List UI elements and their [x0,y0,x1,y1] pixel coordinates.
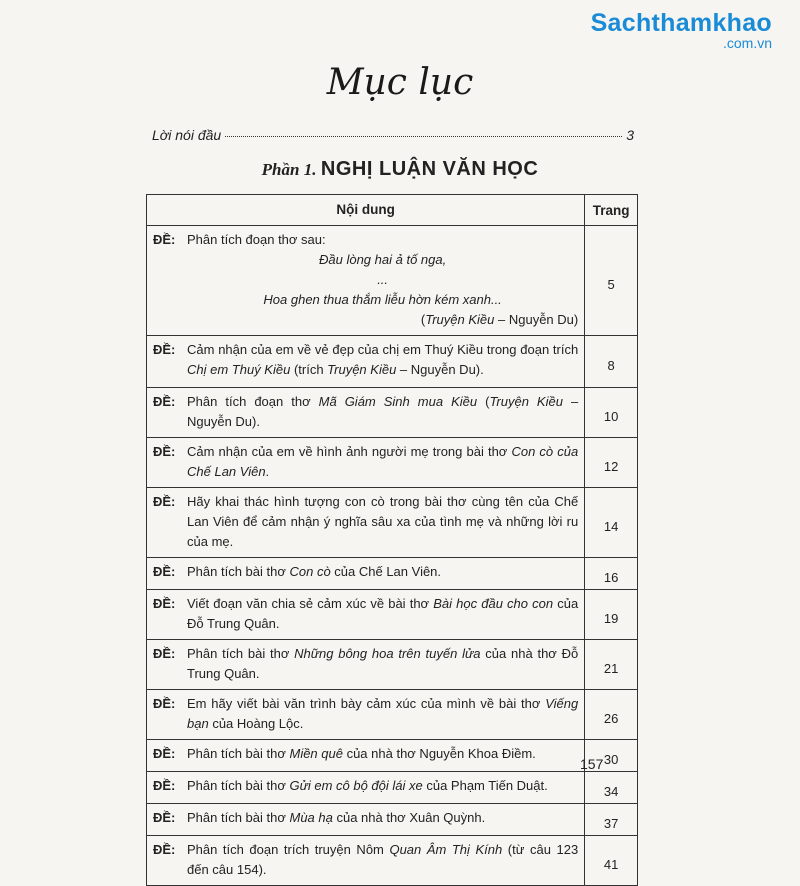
row-page: 41 [585,836,638,886]
row-text-part: của Hoàng Lộc. [208,716,304,731]
row-text-part: ( [477,394,490,409]
row-text [187,840,578,880]
work-title: Truyện Kiều [489,394,563,409]
row-content [147,488,585,558]
row-prefix: ĐỀ: [153,646,176,661]
row-content [147,226,585,336]
row-content [147,590,585,640]
row-text-part: Viết đoạn văn chia sẻ cảm xúc về bài thơ [187,596,434,611]
section-heading [0,158,800,181]
row-text-part: Phân tích bài thơ [187,564,290,579]
work-title: Những bông hoa trên tuyến lửa [294,646,481,661]
row-text-part: – Nguyễn Du). [187,394,579,429]
table-row [147,640,638,690]
work-title: Gửi em cô bộ đội lái xe [289,778,423,793]
row-text [187,442,578,482]
row-text [187,808,578,828]
table-row [147,388,638,438]
table-row [147,740,638,772]
row-prefix: ĐỀ: [153,232,176,247]
table-row [147,488,638,558]
row-page: 19 [585,590,638,640]
watermark-main: Sachthamkhao [590,9,772,37]
table-row [147,558,638,590]
row-text-part: của Đỗ Trung Quân. [187,596,579,631]
section-prefix: Phần 1. [261,160,317,179]
work-title: Bài học đầu cho con [433,596,554,611]
table-header-row [147,195,638,226]
table-row [147,336,638,388]
row-text-part: (từ câu 123 đến câu 154). [187,842,579,877]
row-text-part: của Chế Lan Viên. [330,564,442,579]
header-page: Trang [585,195,638,226]
row-text-part: Phân tích đoạn thơ [187,394,319,409]
work-title: Truyện Kiều [327,362,397,377]
dot-leader [225,136,622,137]
row-text-part: Phân tích bài thơ [187,646,295,661]
table-row [147,226,638,336]
work-title: Con cò của Chế Lan Viên [187,444,579,479]
row-prefix: ĐỀ: [153,394,176,409]
row-content [147,836,585,886]
row-prefix: ĐỀ: [153,444,176,459]
row-text [187,562,578,582]
intro-page: 3 [626,127,634,143]
row-text-part: Em hãy viết bài văn trình bày cảm xúc của mình về bài thơ [187,696,546,711]
watermark-sub: .com.vn [722,35,772,51]
row-prefix: ĐỀ: [153,342,176,357]
row-page: 26 [585,690,638,740]
table-row [147,804,638,836]
work-title: Miền quê [289,746,343,761]
row-text-part: . [265,464,270,479]
row-content [147,558,585,590]
row-prefix: ĐỀ: [153,596,176,611]
row-prefix: ĐỀ: [153,810,176,825]
row-content [147,740,585,772]
row-text [187,644,578,684]
table-row [147,590,638,640]
row-content [147,804,585,836]
poem-line: Đầu lòng hai ả tố nga, [319,252,447,267]
row-text [187,776,578,796]
work-title: Mùa hạ [289,810,333,825]
row-text-part: Phân tích bài thơ [187,778,290,793]
row-prefix: ĐỀ: [153,778,176,793]
row-page: 8 [585,336,638,388]
section-name: NGHỊ LUẬN VĂN HỌC [320,158,539,180]
row-content [147,438,585,488]
row-content [147,336,585,388]
row-content [147,690,585,740]
intro-label: Lời nói đầu [152,127,222,143]
row-text [187,392,578,432]
poem-line: Hoa ghen thua thắm liễu hờn kém xanh... [263,292,502,307]
row-text [187,594,578,634]
row-page: 30 [585,740,638,772]
poem-citation: (Truyện Kiều – Nguyễn Du) [420,312,579,327]
row-page: 16 [585,558,638,590]
page-title: Mục lục [326,62,474,103]
row-text [187,694,578,734]
row-prefix: ĐỀ: [153,842,176,857]
row-page: 34 [585,772,638,804]
row-text-part: Cảm nhận của em về vẻ đẹp của chị em Thuý Kiều trong đoạn trích [187,342,579,357]
row-content [147,640,585,690]
header-content: Nội dung [147,195,585,226]
page-number: 157 [580,756,604,772]
toc-table [146,194,638,886]
work-title: Quan Âm Thị Kính [389,842,503,857]
row-page: 10 [585,388,638,438]
row-text [187,744,578,764]
row-text-part: Phân tích đoạn thơ sau: [187,232,326,247]
row-text-part: của Phạm Tiến Duật. [422,778,548,793]
row-text [187,230,578,330]
row-text-part: Hãy khai thác hình tượng con cò trong bài thơ cùng tên của Chế Lan Viên để cảm nhận ý nghĩa sâu xa của tình mẹ và những lời ru của mẹ. [187,494,579,549]
row-prefix: ĐỀ: [153,746,176,761]
row-page: 21 [585,640,638,690]
row-page: 37 [585,804,638,836]
intro-entry [152,127,634,143]
row-text [187,340,578,380]
row-text-part: Phân tích bài thơ [187,810,290,825]
row-page: 5 [585,226,638,336]
row-text [187,492,578,552]
work-title: Viếng bạn [187,696,579,731]
work-title: Mã Giám Sinh mua Kiều [318,394,478,409]
row-text-part: Phân tích đoạn trích truyện Nôm [187,842,390,857]
row-page: 14 [585,488,638,558]
row-page: 12 [585,438,638,488]
table-row [147,772,638,804]
row-content [147,388,585,438]
row-text-part: của nhà thơ Nguyễn Khoa Điềm. [342,746,536,761]
row-text-part: của nhà thơ Xuân Quỳnh. [332,810,486,825]
row-text-part: của nhà thơ Đỗ Trung Quân. [187,646,579,681]
table-row [147,836,638,886]
watermark-logo [591,10,772,50]
row-prefix: ĐỀ: [153,696,176,711]
row-text-part: – Nguyễn Du). [396,362,484,377]
work-title: Con cò [289,564,331,579]
work-title: Chị em Thuý Kiều [187,362,291,377]
row-text-part: Phân tích bài thơ [187,746,290,761]
table-row [147,690,638,740]
poem-line: ... [377,272,389,287]
row-text-part: (trích [290,362,328,377]
table-row [147,438,638,488]
row-prefix: ĐỀ: [153,494,176,509]
row-text-part: Cảm nhận của em về hình ảnh người mẹ trong bài thơ [187,444,512,459]
row-prefix: ĐỀ: [153,564,176,579]
row-content [147,772,585,804]
